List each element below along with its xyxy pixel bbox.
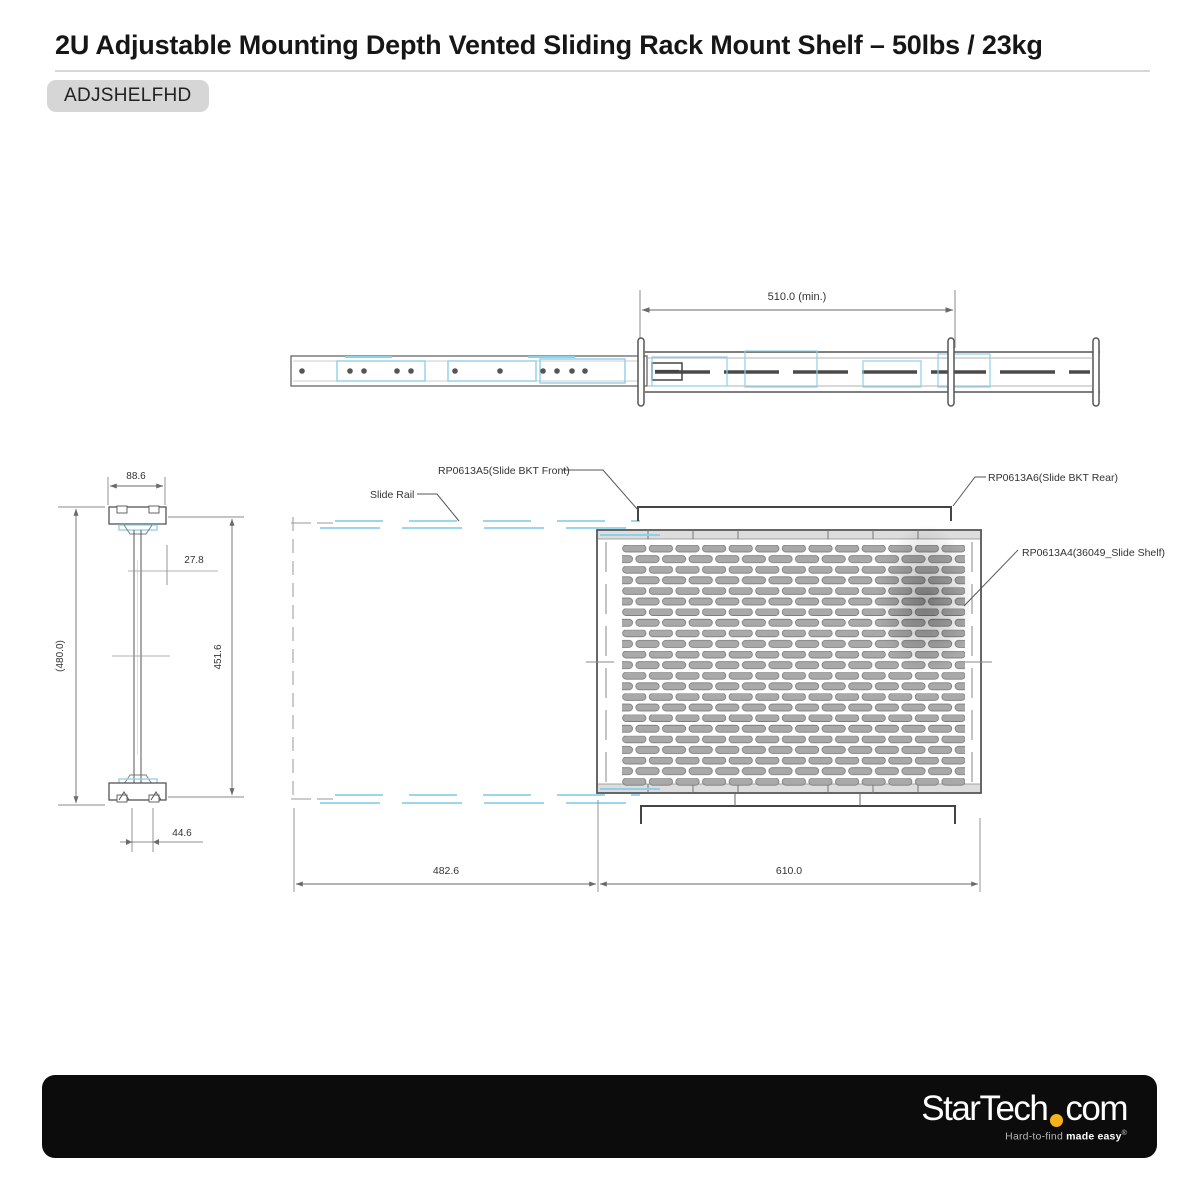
product-code-badge: ADJSHELFHD: [47, 80, 209, 112]
tagline-prefix: Hard-to-find: [1005, 1130, 1067, 1143]
page-title: 2U Adjustable Mounting Depth Vented Sliding Rack Mount Shelf – 50lbs / 23kg: [55, 30, 1043, 60]
dim-shelf-depth: 610.0: [775, 865, 803, 877]
label-bracket-front: RP0613A5(Slide BKT Front): [438, 465, 570, 477]
side-view-slide-rail: [291, 290, 1100, 406]
dim-rail-length: 482.6: [432, 865, 460, 877]
logo-dot-icon: [1050, 1114, 1063, 1127]
tagline-bold: made easy: [1066, 1130, 1122, 1143]
dim-rail-width: 88.6: [126, 471, 146, 482]
brand-tagline: [1005, 1130, 1127, 1143]
dim-inner-height: 451.6: [213, 644, 224, 670]
label-bracket-rear: RP0613A6(Slide BKT Rear): [988, 472, 1118, 484]
logo-text: StarTech: [921, 1088, 1048, 1128]
footer-bar: [42, 1075, 1157, 1158]
label-shelf: RP0613A4(36049_Slide Shelf): [1022, 547, 1166, 559]
plan-view: [291, 465, 1165, 892]
dim-web-offset: 27.8: [184, 555, 204, 566]
cross-section-view: [55, 471, 244, 852]
dim-base-width: 44.6: [172, 828, 192, 839]
brand-block: [921, 1088, 1127, 1143]
tagline-mark: ®: [1121, 1129, 1127, 1137]
logo-domain: com: [1065, 1088, 1127, 1128]
label-slide-rail: Slide Rail: [370, 489, 415, 501]
dim-extension-min: 510.0 (min.): [767, 291, 827, 303]
startech-logo: [921, 1088, 1127, 1128]
dim-overall-height: (480.0): [55, 640, 66, 672]
